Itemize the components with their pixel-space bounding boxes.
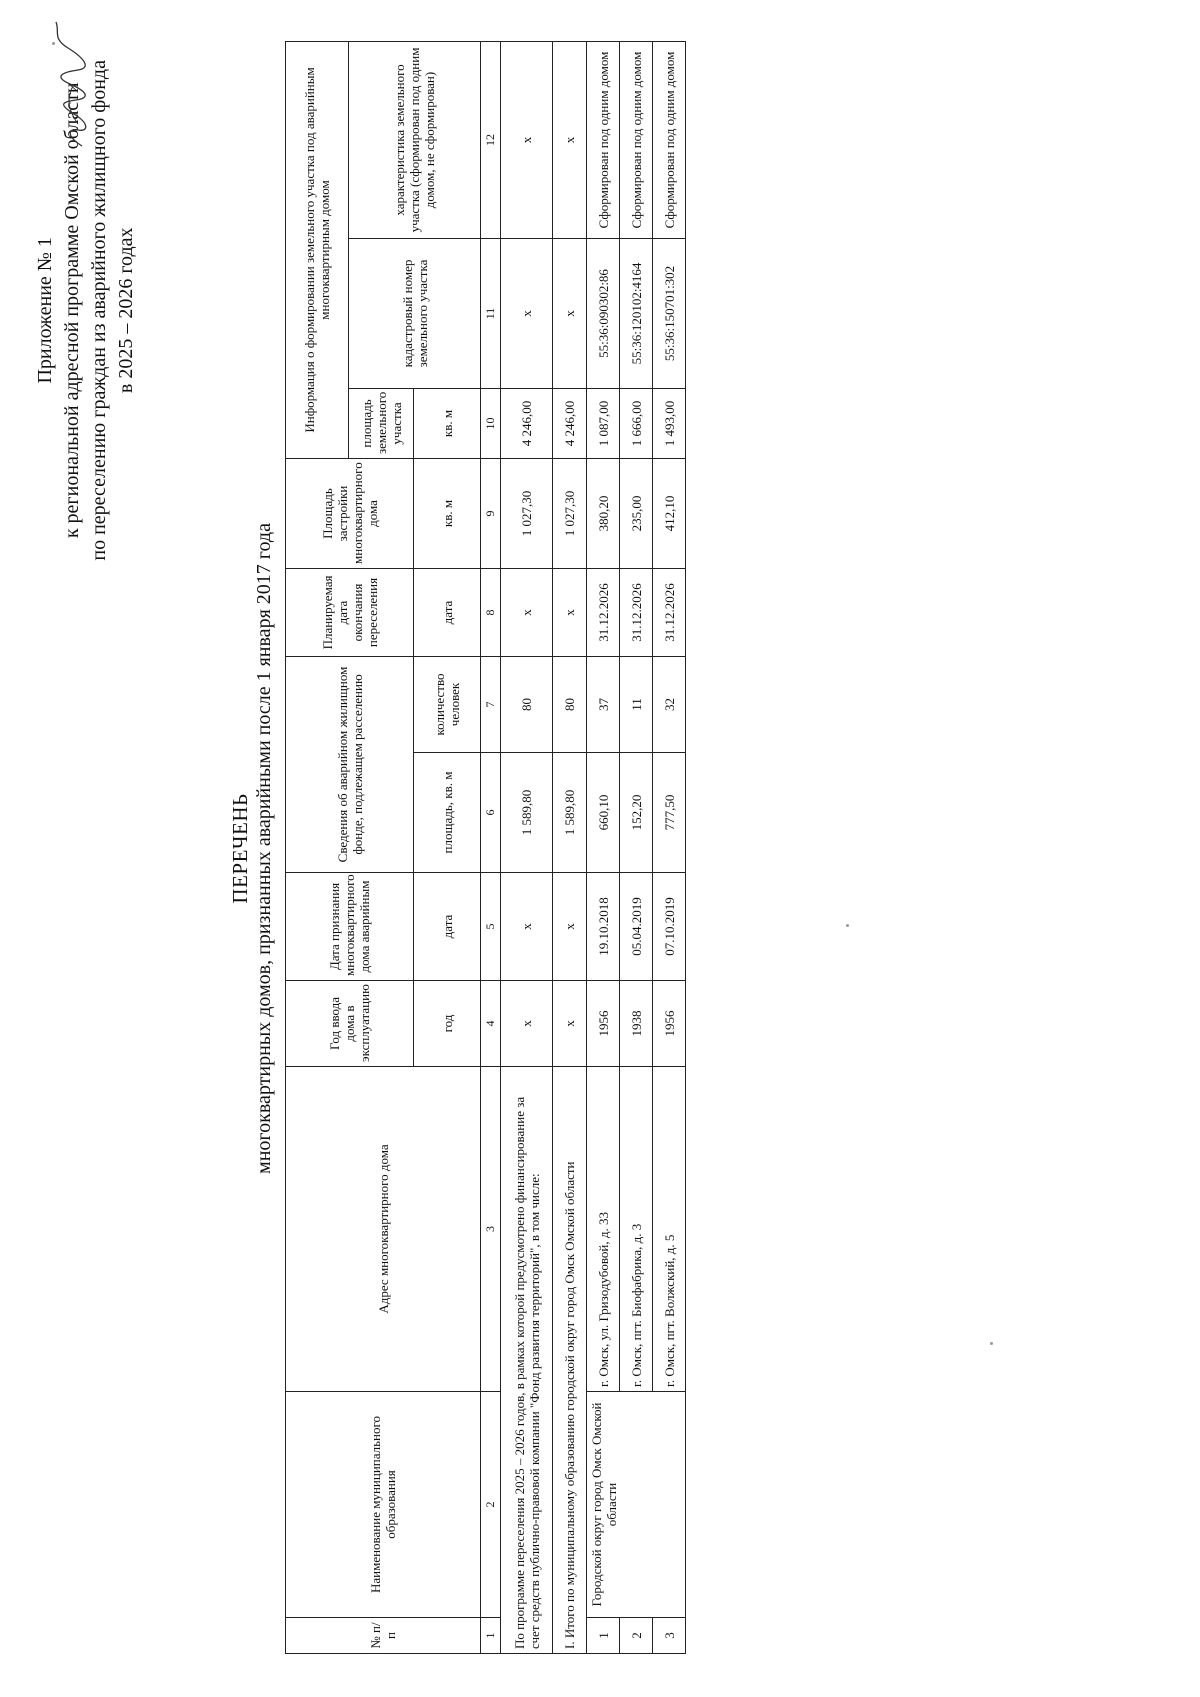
header-land-area: площадь земельного участка bbox=[349, 388, 414, 458]
municipality-total-area: 1 589,80 bbox=[553, 753, 587, 873]
row-built: 380,20 bbox=[587, 458, 620, 568]
col-num: 3 bbox=[481, 1067, 501, 1392]
col-num: 12 bbox=[481, 41, 501, 238]
header-emergency-fund: Сведения об аварийном жилищном фонде, подлежащем расселению bbox=[286, 656, 414, 872]
program-total-planned: х bbox=[501, 568, 553, 656]
municipality-name: Городской округ город Омск Омской области bbox=[587, 1392, 686, 1618]
row-land: 1 666,00 bbox=[620, 388, 653, 458]
appendix-line-3: по переселению граждан из аварийного жилищного фонда bbox=[88, 60, 110, 561]
row-people: 11 bbox=[620, 656, 653, 752]
header-land-char: характеристика земельного участка (сформирован под одним домом, не сформирован) bbox=[349, 41, 481, 238]
appendix-line-1: Приложение № 1 bbox=[34, 237, 56, 384]
municipality-total-date: х bbox=[553, 873, 587, 981]
program-total-people: 80 bbox=[501, 656, 553, 752]
column-numbers-row bbox=[481, 41, 501, 1653]
program-total-row bbox=[501, 41, 553, 1653]
row-address: г. Омск, ул. Гризодубовой, д. 33 bbox=[587, 1067, 620, 1392]
program-total-label: По программе переселения 2025 – 2026 годов, в рамках которой предусмотрено финансирование за счет средств публично-правовой компании "Фонд развития территорий", в том числе: bbox=[501, 1067, 553, 1654]
row-built: 412,10 bbox=[653, 458, 686, 568]
program-total-char: х bbox=[501, 41, 553, 238]
col-num: 7 bbox=[481, 656, 501, 752]
municipality-total-cadastral: х bbox=[553, 238, 587, 388]
scan-speck bbox=[846, 924, 849, 927]
row-built: 235,00 bbox=[620, 458, 653, 568]
unit-year: год bbox=[414, 981, 481, 1067]
appendix-line-4: в 2025 – 2026 годах bbox=[115, 227, 137, 394]
row-date: 19.10.2018 bbox=[587, 873, 620, 981]
scan-speck bbox=[52, 42, 55, 45]
col-num: 8 bbox=[481, 568, 501, 656]
row-date: 05.04.2019 bbox=[620, 873, 653, 981]
header-row-1 bbox=[286, 41, 349, 1653]
scan-speck bbox=[990, 1342, 993, 1345]
header-planned-date: Планируемая дата окончания переселения bbox=[286, 568, 414, 656]
row-cadastral: 55:36:120102:4164 bbox=[620, 238, 653, 388]
col-num: 5 bbox=[481, 873, 501, 981]
row-num: 3 bbox=[653, 1618, 686, 1654]
unit-people: количество человек bbox=[414, 656, 481, 752]
row-year: 1956 bbox=[653, 981, 686, 1067]
header-built-area: Площадь застройки многоквартирного дома bbox=[286, 458, 414, 568]
row-char: Сформирован под одним домом bbox=[587, 41, 620, 238]
col-num: 6 bbox=[481, 753, 501, 873]
program-total-year: х bbox=[501, 981, 553, 1067]
header-recognition-date: Дата признания многоквартирного дома аварийным bbox=[286, 873, 414, 981]
row-area: 152,20 bbox=[620, 753, 653, 873]
row-people: 37 bbox=[587, 656, 620, 752]
program-total-built: 1 027,30 bbox=[501, 458, 553, 568]
row-cadastral: 55:36:150701:302 bbox=[653, 238, 686, 388]
program-total-area: 1 589,80 bbox=[501, 753, 553, 873]
program-total-land: 4 246,00 bbox=[501, 388, 553, 458]
header-municipality: Наименование муниципального образования bbox=[286, 1392, 481, 1618]
row-land: 1 087,00 bbox=[587, 388, 620, 458]
heading-subtitle: многоквартирных домов, признанных аварийными после 1 января 2017 года bbox=[253, 523, 275, 1174]
header-year: Год ввода дома в эксплуатацию bbox=[286, 981, 414, 1067]
row-people: 32 bbox=[653, 656, 686, 752]
col-num: 1 bbox=[481, 1618, 501, 1654]
row-address: г. Омск, пгт. Волжский, д. 5 bbox=[653, 1067, 686, 1392]
row-char: Сформирован под одним домом bbox=[653, 41, 686, 238]
row-land: 1 493,00 bbox=[653, 388, 686, 458]
municipality-total-row bbox=[553, 41, 587, 1653]
row-planned: 31.12.2026 bbox=[620, 568, 653, 656]
row-char: Сформирован под одним домом bbox=[620, 41, 653, 238]
heading-title: ПЕРЕЧЕНЬ bbox=[228, 793, 252, 904]
col-num: 11 bbox=[481, 238, 501, 388]
header-land-info: Информация о формировании земельного участка под аварийным многоквартирным домом bbox=[286, 41, 349, 458]
col-num: 2 bbox=[481, 1392, 501, 1618]
row-planned: 31.12.2026 bbox=[587, 568, 620, 656]
municipality-total-people: 80 bbox=[553, 656, 587, 752]
col-num: 4 bbox=[481, 981, 501, 1067]
unit-planned: дата bbox=[414, 568, 481, 656]
municipality-total-planned: х bbox=[553, 568, 587, 656]
municipality-total-built: 1 027,30 bbox=[553, 458, 587, 568]
row-year: 1938 bbox=[620, 981, 653, 1067]
unit-area: площадь, кв. м bbox=[414, 753, 481, 873]
header-address: Адрес многоквартирного дома bbox=[286, 1067, 481, 1392]
header-num: № п/п bbox=[286, 1618, 481, 1654]
row-planned: 31.12.2026 bbox=[653, 568, 686, 656]
register-table bbox=[285, 41, 686, 1654]
municipality-total-label: I. Итого по муниципальному образованию городской округ город Омск Омской области bbox=[553, 1067, 587, 1654]
row-area: 660,10 bbox=[587, 753, 620, 873]
municipality-total-year: х bbox=[553, 981, 587, 1067]
col-num: 10 bbox=[481, 388, 501, 458]
appendix-line-2: к региональной адресной программе Омской области bbox=[61, 82, 83, 539]
municipality-total-char: х bbox=[553, 41, 587, 238]
handwritten-signature bbox=[38, 14, 108, 154]
row-num: 1 bbox=[587, 1618, 620, 1654]
municipality-total-land: 4 246,00 bbox=[553, 388, 587, 458]
header-cadastral: кадастровый номер земельного участка bbox=[349, 238, 481, 388]
program-total-cadastral: х bbox=[501, 238, 553, 388]
row-area: 777,50 bbox=[653, 753, 686, 873]
row-cadastral: 55:36:090302:86 bbox=[587, 238, 620, 388]
unit-date: дата bbox=[414, 873, 481, 981]
program-total-date: х bbox=[501, 873, 553, 981]
unit-land: кв. м bbox=[414, 388, 481, 458]
table-row bbox=[587, 41, 620, 1653]
row-num: 2 bbox=[620, 1618, 653, 1654]
row-date: 07.10.2019 bbox=[653, 873, 686, 981]
unit-built: кв. м bbox=[414, 458, 481, 568]
row-year: 1956 bbox=[587, 981, 620, 1067]
row-address: г. Омск, пгт. Биофабрика, д. 3 bbox=[620, 1067, 653, 1392]
col-num: 9 bbox=[481, 458, 501, 568]
document-heading bbox=[228, 0, 276, 1697]
